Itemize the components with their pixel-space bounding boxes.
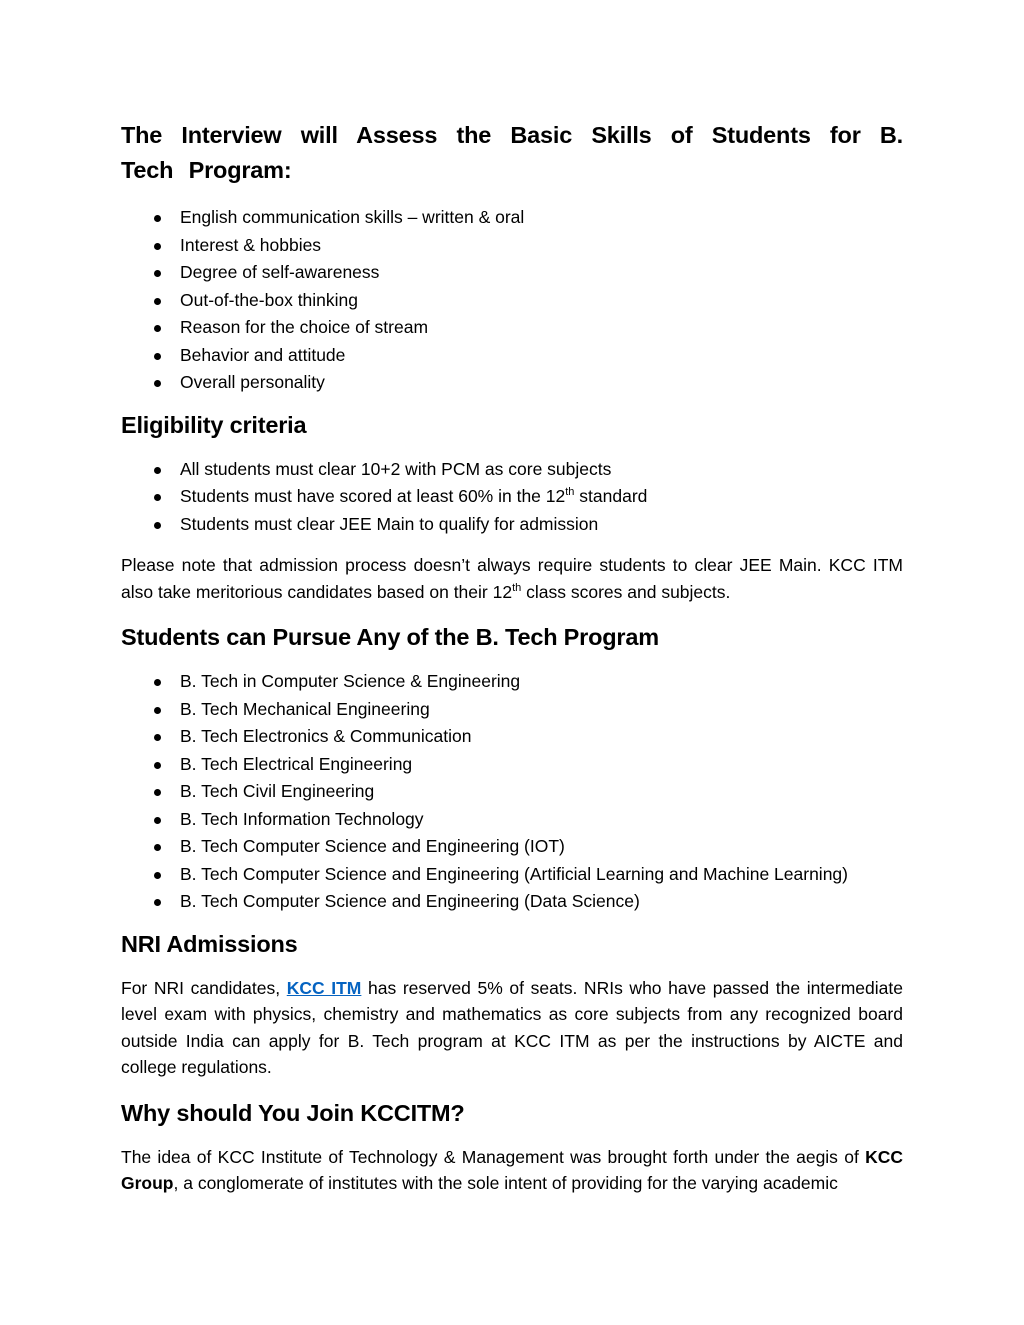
list-item: B. Tech Computer Science and Engineering (Data Science) bbox=[121, 888, 903, 916]
admission-note: Please note that admission process doesn’t always require students to clear JEE Main. KCC ITM also take meritorious candidates based on their 12th class scores and subjects. bbox=[121, 555, 903, 602]
bullet-icon bbox=[154, 270, 161, 277]
nri-paragraph: For NRI candidates, KCC ITM has reserved 5% of seats. NRIs who have passed the intermediate level exam with physics, chemistry and mathematics as core subjects from any recognized board outside India can apply for B. Tech program at KCC ITM as per the instructions by AICTE and college regulations. bbox=[121, 977, 903, 1077]
bullet-icon bbox=[154, 844, 161, 851]
bullet-icon bbox=[154, 762, 161, 769]
bullet-icon bbox=[154, 467, 161, 474]
list-item: English communication skills – written & oral bbox=[121, 204, 903, 232]
list-item: Interest & hobbies bbox=[121, 232, 903, 260]
list-item: Out-of-the-box thinking bbox=[121, 287, 903, 315]
eligibility-heading: Eligibility criteria bbox=[121, 411, 307, 438]
list-item: B. Tech Electrical Engineering bbox=[121, 751, 903, 779]
bullet-icon bbox=[154, 522, 161, 529]
list-item: Degree of self-awareness bbox=[121, 259, 903, 287]
bullet-icon bbox=[154, 707, 161, 714]
bullet-icon bbox=[154, 817, 161, 824]
programs-heading: Students can Pursue Any of the B. Tech Program bbox=[121, 624, 659, 650]
bullet-icon bbox=[154, 380, 161, 387]
why-join-heading: Why should You Join KCCITM? bbox=[121, 1099, 465, 1126]
list-item: B. Tech Computer Science and Engineering (Artificial Learning and Machine Learning) bbox=[121, 861, 903, 889]
interview-skills-list bbox=[121, 204, 903, 397]
bullet-icon bbox=[154, 899, 161, 906]
kcc-itm-link[interactable]: KCC ITM bbox=[286, 977, 362, 998]
list-item: B. Tech Electronics & Communication bbox=[121, 723, 903, 751]
document-page bbox=[121, 118, 903, 1197]
bullet-icon bbox=[154, 243, 161, 250]
bullet-icon bbox=[154, 734, 161, 741]
programs-list bbox=[121, 668, 903, 916]
bullet-icon bbox=[154, 494, 161, 501]
list-item: Behavior and attitude bbox=[121, 342, 903, 370]
bullet-icon bbox=[154, 298, 161, 305]
list-item: Reason for the choice of stream bbox=[121, 314, 903, 342]
bullet-icon bbox=[154, 215, 161, 222]
eligibility-list bbox=[121, 456, 903, 539]
list-item: B. Tech Information Technology bbox=[121, 806, 903, 834]
list-item: B. Tech in Computer Science & Engineering bbox=[121, 668, 903, 696]
list-item: B. Tech Civil Engineering bbox=[121, 778, 903, 806]
list-item: All students must clear 10+2 with PCM as core subjects bbox=[121, 456, 903, 484]
bullet-icon bbox=[154, 325, 161, 332]
bullet-icon bbox=[154, 679, 161, 686]
why-join-paragraph: The idea of KCC Institute of Technology & Management was brought forth under the aegis of KCC Group, a conglomerate of institutes with the sole intent of providing for the varying academic bbox=[121, 1146, 903, 1193]
bullet-icon bbox=[154, 872, 161, 879]
list-item: Students must clear JEE Main to qualify for admission bbox=[121, 511, 903, 539]
list-item: Overall personality bbox=[121, 369, 903, 397]
bullet-icon bbox=[154, 789, 161, 796]
bullet-icon bbox=[154, 353, 161, 360]
list-item: B. Tech Mechanical Engineering bbox=[121, 696, 903, 724]
interview-title: The Interview will Assess the Basic Skills of Students for B. Tech Program: bbox=[121, 122, 903, 183]
nri-heading: NRI Admissions bbox=[121, 930, 298, 957]
list-item: B. Tech Computer Science and Engineering (IOT) bbox=[121, 833, 903, 861]
list-item: Students must have scored at least 60% in the 12th standard bbox=[121, 483, 903, 511]
